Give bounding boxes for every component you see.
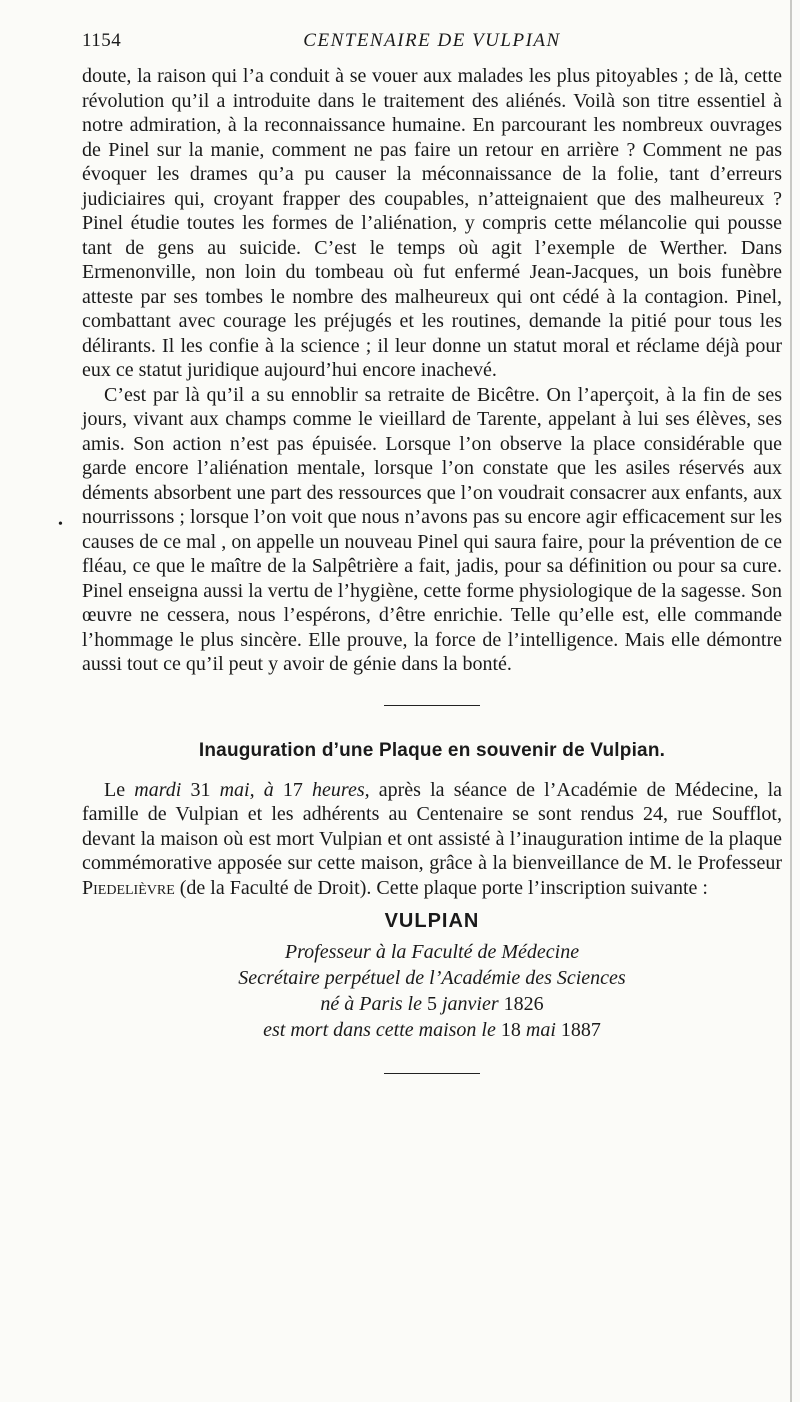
body-paragraph-1: doute, la raison qui l’a conduit à se vouer aux malades les plus pitoyables ; de là, cette révolution qu’il a introduite dans le traitement des aliénés. Voilà son titre essentiel à notre admiration, à la reconnaissance humaine. En parcourant les nombreux ouvrages de Pinel sur la manie, comment ne pas faire un retour en arrière ? Comment ne pas évoquer les drames qu’a pu causer la méconnaissance de la folie, tant d’erreurs judiciaires qui, croyant frapper des coupables, n’atteignaient que des malheureux ? Pinel étudie toutes les formes de l’aliénation, y compris cette mélancolie qui pousse tant de gens au suicide. C’est le temps où agit l’exemple de Werther. Dans Ermenonville, non loin du tombeau où fut enfermé Jean-Jacques, un bois funèbre atteste par ses tombes le nombre des malheureux qui ont cédé à la contagion. Pinel, combattant avec courage les préjugés et les routines, demande la pitié pour tous les délirants. Il les confie à la science ; il leur donne un statut moral et réclame déjà pour eux ce statut juridique aujourd’hui encore inachevé. (82, 65, 782, 381)
plaque-line-4 (82, 1017, 782, 1043)
plaque-line-2: Secrétaire perpétuel de l’Académie des Sciences (238, 967, 626, 989)
plaque-line-4b: 18 (500, 1019, 521, 1041)
margin-mark: • (58, 517, 63, 532)
section-text-name: Piedelièvre (82, 876, 175, 899)
plaque-line-3c: janvier (437, 993, 504, 1015)
section-text-heures: heures, (312, 778, 370, 801)
page-header (82, 30, 782, 64)
section-text-rest-2: (de la Faculté de Droit). Cette plaque porte l’inscription suivante : (174, 876, 708, 899)
page (82, 30, 782, 1074)
closing-divider (384, 1073, 480, 1074)
plaque-line-4a: est mort dans cette maison le (263, 1019, 501, 1041)
section-text-num: 31 (181, 778, 220, 801)
section-title: Inauguration d’une Plaque en souvenir de Vulpian. (198, 739, 666, 761)
plaque-inscription (82, 910, 782, 1043)
section-text-start: Le (104, 778, 135, 801)
plaque-line-3a: né à Paris le (320, 993, 427, 1015)
section-text-date: mardi (134, 778, 182, 801)
section-text-hour: 17 (273, 778, 313, 801)
section-text-rest-1: après la séance de l’Académie de Médecine, la famille de Vulpian et les adhérents au Centenaire se sont rendus 24, rue Soufflot, devant la maison où est mort Vulpian et ont assisté à l’inauguration intime de la plaque commémorative apposée sur cette maison, grâce à la bienveillance de M. le Professeur (82, 778, 783, 874)
page-number: 1154 (82, 30, 122, 51)
section-divider (384, 705, 480, 706)
plaque-name: VULPIAN (384, 910, 480, 932)
plaque-line-4c: mai (520, 1019, 561, 1041)
section-text-month: mai, à (219, 778, 274, 801)
body-paragraph-2: C’est par là qu’il a su ennoblir sa retraite de Bicêtre. On l’aperçoit, à la fin de ses jours, vivant aux champs comme le vieillard de Tarente, appelant à lui ses élèves, ses amis. Son action n’est pas épuisée. Lorsque l’on observe la place considérable que garde encore l’aliénation mentale, lorsque l’on constate que les asiles réservés aux déments absorbent une part des ressources que l’on voudrait consacrer aux enfants, aux nourrissons ; lorsque l’on voit que nous n’avons pas su encore agir efficacement sur les causes de ce mal , on appelle un nouveau Pinel qui saura faire, pour la prévention de ce fléau, ce que le maître de la Salpêtrière a fait, jadis, pour sa définition ou pour sa cure. Pinel enseigna aussi la vertu de l’hygiène, cette forme physiologique de la sagesse. Son œuvre ne cessera, nous l’espérons, d’être enrichie. Telle qu’elle est, elle commande l’hommage le plus sincère. Elle prouve, la force de l’intelligence. Mais elle démontre aussi tout ce qu’il peut y avoir de génie dans la bonté. (82, 383, 782, 675)
running-title: CENTENAIRE DE VULPIAN (303, 30, 561, 51)
plaque-line-4d: 1887 (560, 1019, 601, 1041)
section-paragraph (82, 778, 782, 901)
plaque-line-3d: 1826 (503, 993, 544, 1015)
binding-edge (790, 0, 792, 1402)
plaque-line-3 (82, 991, 782, 1017)
plaque-line-3b: 5 (427, 993, 437, 1015)
plaque-line-1: Professeur à la Faculté de Médecine (284, 941, 580, 963)
